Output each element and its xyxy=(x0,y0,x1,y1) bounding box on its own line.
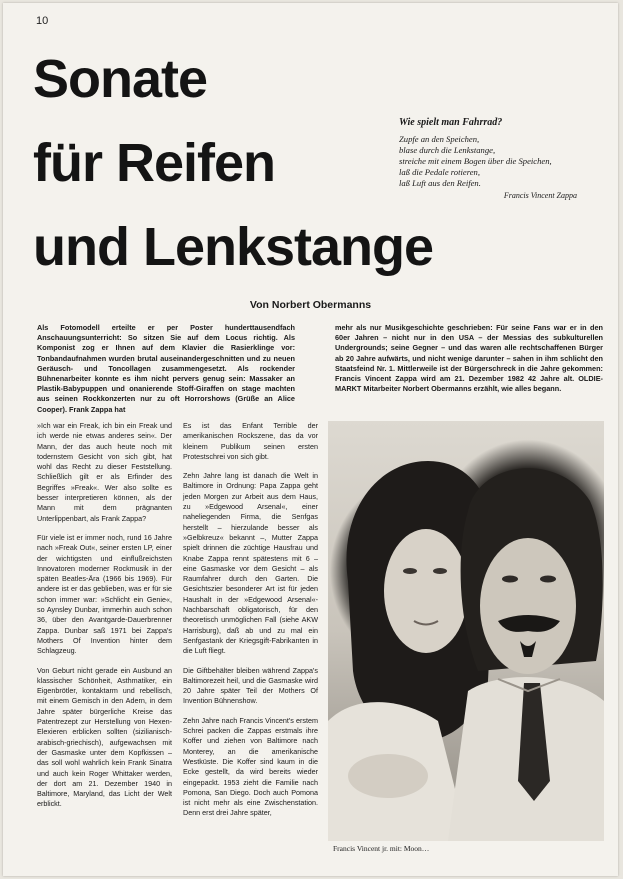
article-headline xyxy=(33,37,433,289)
quote-lines xyxy=(399,134,599,189)
page-number: 10 xyxy=(36,15,49,27)
quote-line: streiche mit einem Bogen über die Speichen, xyxy=(399,156,552,166)
portrait-photo xyxy=(328,421,604,841)
headline-line-3: und Lenkstange xyxy=(33,217,434,277)
quote-line: laß Luft aus den Reifen. xyxy=(399,178,481,188)
headline-line-2: für Reifen xyxy=(33,133,276,193)
body-paragraph: Es ist das Enfant Terrible der amerikanischen Rockszene, das da vor kleinem Publikum seinen ersten Protestschrei von sich gibt. xyxy=(183,421,318,461)
quote-title: Wie spielt man Fahrrad? xyxy=(399,117,503,128)
magazine-page xyxy=(3,3,618,876)
body-paragraph: Zehn Jahre nach Francis Vincent's erstem Schrei packen die Zappas erstmals ihre Koffer und ziehen von Baltimore nach Monterey, an die amerikanische Westküste. Die Koffer sind kaum in die Ecke gestellt, da wird bereits wieder eingepackt. 1953 zieht die Familie nach Pomona, San Diego. Doch auch Pomona ist nicht mehr als eine Zwischenstation. Denn erst drei Jahre später, xyxy=(183,715,318,818)
epigraph-quote xyxy=(399,117,599,200)
body-paragraph: »Ich war ein Freak, ich bin ein Freak und ich werde nie etwas anderes sein«. Der Mann, der das auch heute noch mit todernstem Gesicht von sich gibt, hat wohl das Recht zu dieser Feststellung. Schließlich gilt er als Erfinder des Begriffes »Freak«. Wer also sollte es besser interpretieren können, als der Mann mit dem prägnanten Unterlippenbart, als Frank Zappa? xyxy=(37,421,172,523)
photo-caption: Francis Vincent jr. mit: Moon… xyxy=(333,844,430,853)
lead-paragraph-left: Als Fotomodell erteilte er per Poster hunderttausendfach Anschauungsunterricht: So sitzen Sie auf dem Locus richtig. Als Komponist zog er Ihnen auf dem Klavier die Rasierklinge vor: Tonbandaufnahmen wurden brutal auseinandergeschnitten und zu neuen Geräusch- und Toncollagen zusammengesetzt. Als rockender Bühnenarbeiter konnte es ihm nicht pervers genug sein: Massaker an Plastik-Babypuppen und onanierende Stoff-Giraffen on stage machten aus seinen Rockkonzerten nur zu oft Horrorshows (Grüße an Alice Cooper). Frank Zappa hat xyxy=(37,323,295,414)
byline: Von Norbert Obermanns xyxy=(249,299,372,311)
quote-line: Zupfe an den Speichen, xyxy=(399,134,480,144)
body-paragraph: Von Geburt nicht gerade ein Ausbund an klassischer Schönheit, Asthmatiker, ein Eigenbrötler, kontaktarm und rebellisch, mit einem Gemisch in den Adern, in dem Jahre später bürgerliche Kreise das Patentrezept zur Herstellung von Hexen-Elexieren erblicken sollten (sizilianisch-arabisch-griechisch), aufgewachsen mit der Gasmaske unter dem Kopfkissen – das soll wohl wahrlich kein Frank Sinatra und auch kein Roger Whittaker werden, der dort am 21. Dezember 1940 in Baltimore, Maryland, das Licht der Welt erblickt. xyxy=(37,665,172,809)
quote-line: blase durch die Lenkstange, xyxy=(399,145,496,155)
body-paragraph: Die Giftbehälter bleiben während Zappa's Baltimorezeit heil, und die Gasmaske wird 20 Jahre später Teil der Mothers Of Invention Bühnenshow. xyxy=(183,665,318,706)
headline-line-1: Sonate xyxy=(33,49,208,109)
body-paragraph: Für viele ist er immer noch, rund 16 Jahre nach »Freak Out«, seiner ersten LP, einer der wichtigsten und einflußreichsten Innovatoren moderner Rockmusik in der späten Beatles-Ära (1966 bis 1969). Für andere ist er das geblieben, was er für sie schon immer war: »Schlicht ein Genie«, so Aynsley Dunbar, immerhin auch schon 36, über den Avantgarde-Dauerbrenner Zappa. Dunbar saß 1971 bei Zappa's Mothers Of Invention hinter dem Schlagzeug. xyxy=(37,532,172,656)
body-column-1 xyxy=(37,421,172,819)
photo-illustration xyxy=(328,421,604,841)
quote-line: laß die Pedale rotieren, xyxy=(399,167,480,177)
body-paragraph: Zehn Jahre lang ist danach die Welt in Baltimore in Ordnung: Papa Zappa geht jeden Morgen zur Arbeit aus dem Haus, zu »Edgewood Arsenal«, einer naheliegenden Firma, die Senfgas herstellt – hierzulande besser als »Gelbkreuz« bekannt –, Mutter Zappa spielt drinnen die züchtige Hausfrau und Knabe Zappa rennt spätestens mit 6 – eine Gasmaske vor dem Gesicht – als Raumfahrer durch den Garten. Die Gesichtszier besonderer Art ist für jeden Haushalt in der »Edgewood Arsenal«-Nachbarschaft obligatorisch, für den theoretisch unmöglichen Fall (siehe AKW Harrisburg), daß ab und zu mal ein Senfgastank der Kriegsgift-Fabrikanten in die Luft fliegt. xyxy=(183,471,318,656)
quote-author: Francis Vincent Zappa xyxy=(503,191,577,200)
body-column-2 xyxy=(183,421,318,828)
lead-paragraph-right: mehr als nur Musikgeschichte geschrieben: Für seine Fans war er in den 60er Jahren – nicht nur in den USA – der Messias des subkulturellen Undergrounds; seine Gegner – und das waren alle rechtschaffenen Bürger ab 20 Jahre aufwärts, und nicht wenige darunter – sahen in ihm schlicht den Staatsfeind Nr. 1. Mittlerweile ist der Bürgerschreck in die Jahre gekommen: Francis Vincent Zappa wird am 21. Dezember 1982 42 Jahre alt. OLDIE-MARKT Mitarbeiter Norbert Obermanns erzählt, wie alles begann. xyxy=(335,323,603,394)
